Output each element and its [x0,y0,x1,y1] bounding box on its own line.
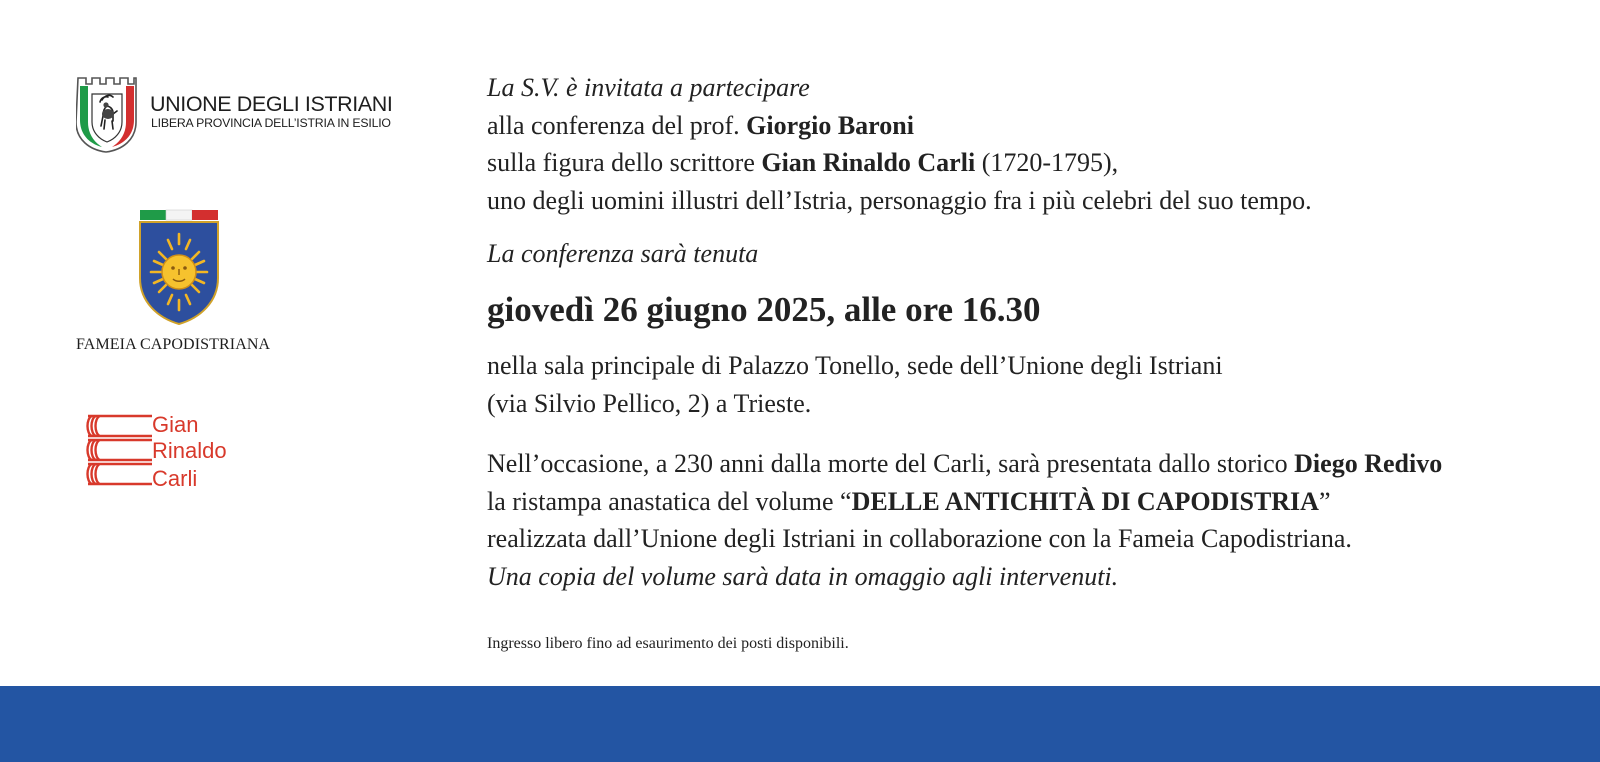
carli-logo-rinaldo: Rinaldo [152,438,227,463]
admission-note: Ingresso libero fino ad esaurimento dei posti disponibili. [487,635,849,652]
gian-rinaldo-carli-logo [82,410,262,500]
historian-name: Diego Redivo [1294,449,1443,478]
figure-line [487,147,1118,179]
held-intro: La conferenza sarà tenuta [487,239,759,268]
event-date-time: giovedì 26 giugno 2025, alle ore 16.30 [487,290,1041,329]
unione-name: UNIONE DEGLI ISTRIANI [150,92,393,116]
venue-line-2: (via Silvio Pellico, 2) a Trieste. [487,389,812,418]
conference-line [487,110,914,142]
carli-logo-carli: Carli [152,466,198,491]
book-title: DELLE ANTICHITÀ DI CAPODISTRIA [851,487,1319,516]
reprint-suffix: ” [1318,487,1331,516]
collaboration-line: realizzata dall’Unione degli Istriani in collaborazione con la Fameia Capodistriana. [487,524,1352,553]
figure-prefix: sulla figura dello scrittore [487,148,762,177]
unione-subtitle: LIBERA PROVINCIA DELL’ISTRIA IN ESILIO [151,116,391,130]
istria-goat-shield-icon [76,76,138,156]
stacked-books-icon [88,416,153,484]
occasion-prefix: Nell’occasione, a 230 anni dalla morte del Carli, sarà presentata dallo storico [487,449,1295,478]
conference-prefix: alla conferenza del prof. [487,111,747,140]
description-line: uno degli uomini illustri dell’Istria, personaggio fra i più celebri del suo tempo. [487,186,1312,215]
carli-logo-gian: Gian [152,412,199,437]
gift-line: Una copia del volume sarà data in omaggio agli intervenuti. [487,562,1119,591]
fameia-name: FAMEIA CAPODISTRIANA [76,336,271,353]
occasion-line [487,448,1442,480]
reprint-prefix: la ristampa anastatica del volume “ [487,487,852,516]
sun-shield-icon [138,208,222,328]
figure-name: Gian Rinaldo Carli [761,148,976,177]
footer-band [0,686,1600,762]
logos-column [0,0,460,680]
reprint-line [487,486,1331,518]
venue-line-1: nella sala principale di Palazzo Tonello, sede dell’Unione degli Istriani [487,351,1223,380]
figure-years: (1720-1795), [975,148,1119,177]
invite-intro: La S.V. è invitata a partecipare [487,73,810,102]
speaker-name: Giorgio Baroni [746,111,914,140]
